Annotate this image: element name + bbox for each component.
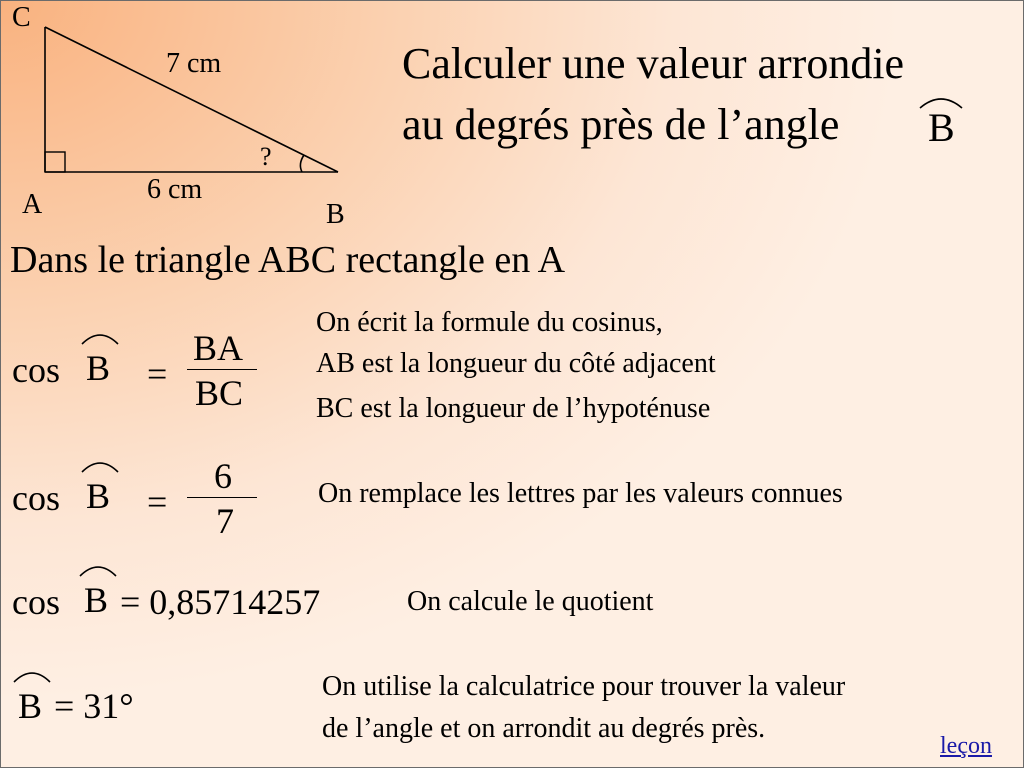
- step1-fraction-bar: [187, 369, 257, 370]
- hat-icon: [80, 456, 120, 474]
- right-angle-mark: [45, 152, 65, 172]
- step1-equals: =: [147, 354, 168, 394]
- step4-note-line1: On utilise la calculatrice pour trouver la valeur: [322, 671, 846, 702]
- vertex-a-label: A: [22, 189, 43, 220]
- step2-numerator: 6: [214, 456, 232, 496]
- step3-result: = 0,85714257: [120, 582, 321, 622]
- hat-icon: [12, 666, 52, 684]
- vertex-b-label: B: [326, 199, 345, 230]
- step4-result: = 31°: [54, 686, 134, 726]
- step1-note-line3: BC est la longueur de l’hypoténuse: [316, 393, 711, 424]
- intro-sentence: Dans le triangle ABC rectangle en A: [10, 239, 566, 281]
- step2-denominator: 7: [216, 501, 234, 541]
- step4-note-line2: de l’angle et on arrondit au degrés près.: [322, 713, 766, 744]
- title-angle-b: B: [928, 105, 955, 150]
- step4-angle-b: B: [18, 686, 43, 726]
- vertex-c-label: C: [12, 2, 31, 33]
- step2-fraction-bar: [187, 497, 257, 498]
- angle-b-arc: [300, 155, 304, 172]
- step1-note-line2: AB est la longueur du côté adjacent: [316, 348, 716, 379]
- title-line-2: au degrés près de l’angle: [402, 100, 840, 149]
- step2-equals: =: [147, 482, 168, 522]
- step2-angle-b: B: [86, 476, 111, 516]
- hat-icon: [78, 560, 118, 578]
- side-ab-length: 6 cm: [147, 174, 203, 205]
- step2-note: On remplace les lettres par les valeurs connues: [318, 478, 843, 509]
- unknown-angle-mark: ?: [260, 142, 272, 171]
- lecon-link[interactable]: leçon: [940, 733, 992, 759]
- step1-note-line1: On écrit la formule du cosinus,: [316, 307, 663, 338]
- step1-cos: cos: [12, 350, 60, 390]
- step3-angle-b: B: [84, 580, 109, 620]
- step2-cos: cos: [12, 478, 60, 518]
- step1-denominator: BC: [195, 373, 244, 413]
- step3-note: On calcule le quotient: [407, 586, 654, 617]
- step1-numerator: BA: [193, 328, 244, 368]
- step1-angle-b: B: [86, 348, 111, 388]
- step3-cos: cos: [12, 582, 60, 622]
- side-bc-length: 7 cm: [166, 48, 222, 79]
- title-line-1: Calculer une valeur arrondie: [402, 39, 905, 88]
- hat-icon: [80, 328, 120, 346]
